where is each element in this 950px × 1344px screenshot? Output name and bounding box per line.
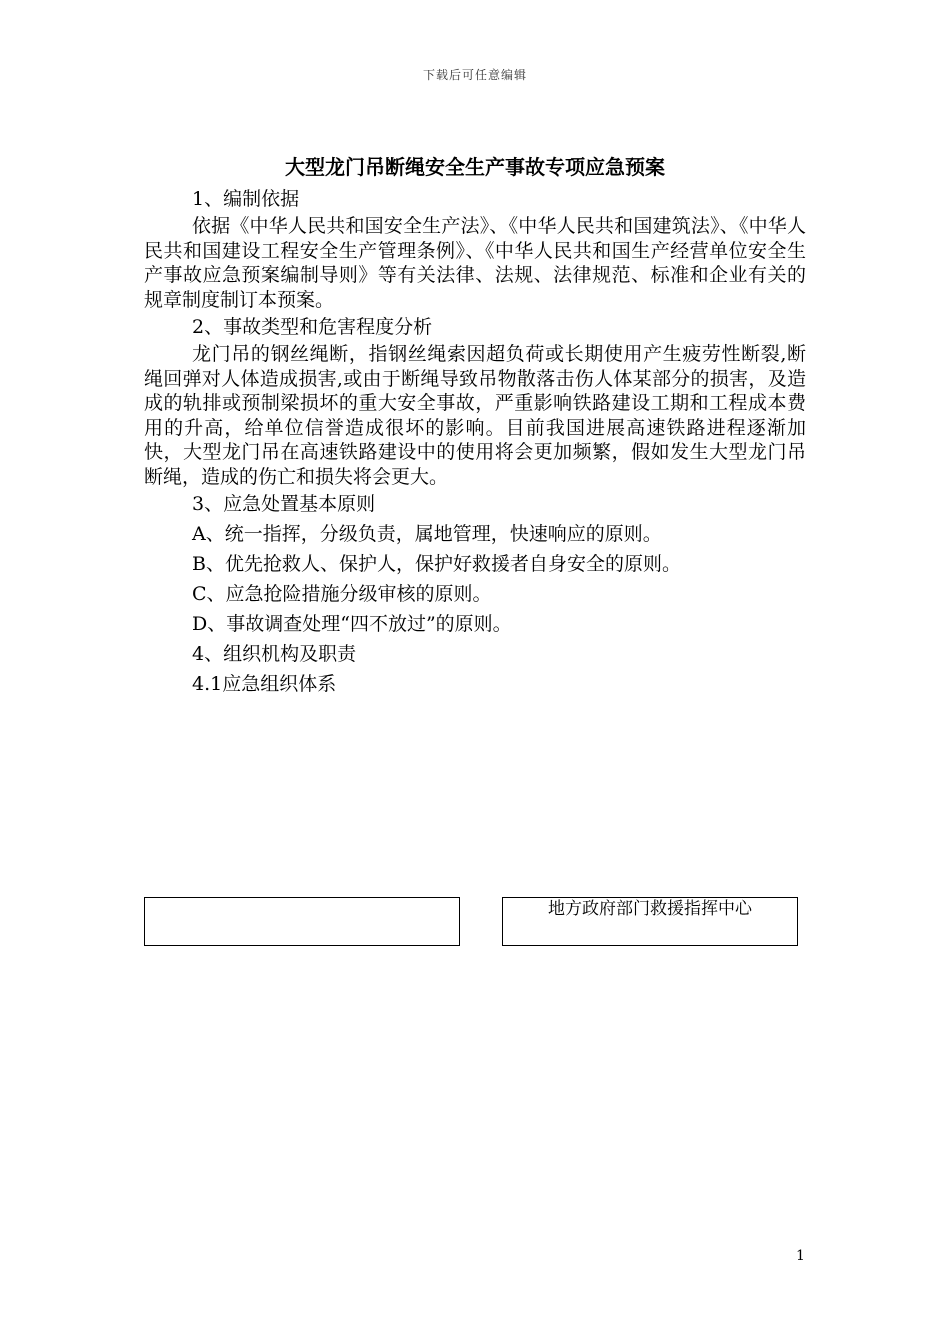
page-header-note: 下载后可任意编辑 xyxy=(422,68,527,82)
document-body xyxy=(144,152,806,699)
page-number: 1 xyxy=(796,1248,805,1264)
principle-item-d: D、事故调查处理“四不放过”的原则。 xyxy=(192,613,512,635)
org-chart-box-local-government-rescue-center: 地方政府部门救援指挥中心 xyxy=(502,897,798,946)
principle-item-b: B、优先抢救人、保护人，保护好救援者自身安全的原则。 xyxy=(192,553,681,575)
document-title: 大型龙门吊断绳安全生产事故专项应急预案 xyxy=(285,155,665,179)
section-4-heading: 4、组织机构及职责 xyxy=(192,643,357,665)
principle-item-c: C、应急抢险措施分级审核的原则。 xyxy=(192,583,492,605)
section-1-heading: 1、编制依据 xyxy=(192,188,300,210)
section-1-paragraph: 依据《中华人民共和国安全生产法》、《中华人民共和国建筑法》、《中华人民共和国建设工程安全生产管理条例》、《中华人民共和国生产经营单位安全生产事故应急预案编制导则》等有关法律、法规、法律规范、标准和企业有关的规章制度制订本预案。 xyxy=(144,215,806,311)
section-2-heading: 2、事故类型和危害程度分析 xyxy=(192,316,433,338)
section-3-heading: 3、应急处置基本原则 xyxy=(192,493,376,515)
principle-item-a: A、统一指挥，分级负责，属地管理，快速响应的原则。 xyxy=(192,523,662,545)
section-2-paragraph: 龙门吊的钢丝绳断，指钢丝绳索因超负荷或长期使用产生疲劳性断裂,断绳回弹对人体造成损害,或由于断绳导致吊物散落击伤人体某部分的损害，及造成的轨排或预制梁损坏的重大安全事故，严重影响铁路建设工期和工程成本费用的升高，给单位信誉造成很坏的影响。目前我国进展高速铁路进程逐渐加快，大型龙门吊在高速铁路建设中的使用将会更加频繁，假如发生大型龙门吊断绳，造成的伤亡和损失将会更大。 xyxy=(144,343,806,488)
org-chart-box-left xyxy=(144,897,460,946)
section-4-1-subheading: 4.1应急组织体系 xyxy=(192,673,337,695)
